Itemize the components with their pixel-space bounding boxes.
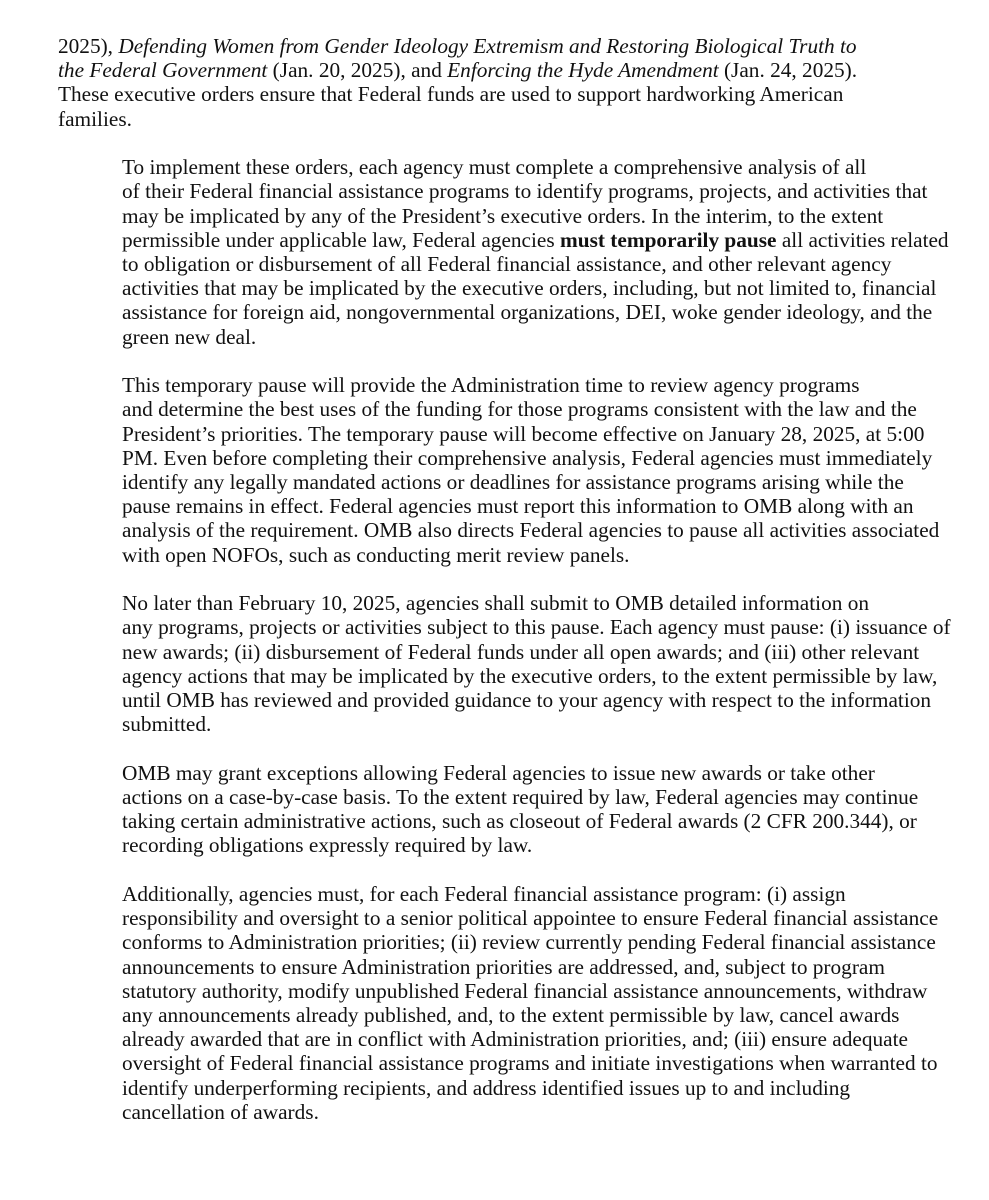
text-line (58, 761, 918, 785)
text-run: green new deal. (122, 324, 257, 349)
text-run: assistance for foreign aid, nongovernmental organizations, DEI, woke gender ideology, and the (122, 300, 933, 325)
text-line (58, 1027, 918, 1051)
italic-text: Enforcing the Hyde Amendment (447, 58, 719, 83)
text-run: pause remains in effect. Federal agencies must report this information to OMB along with an (122, 494, 914, 519)
text-line (58, 882, 918, 906)
paragraph (58, 882, 939, 1124)
italic-text: Defending Women from Gender Ideology Extremism and Restoring Biological Truth to (118, 34, 857, 58)
bold-text: must temporarily pause (560, 227, 777, 252)
text-run: already awarded that are in conflict with Administration priorities, and; (iii) ensure adequate (122, 1027, 908, 1052)
text-line (58, 252, 918, 276)
text-run: new awards; (ii) disbursement of Federal funds under all open awards; and (iii) other relevant (122, 639, 920, 664)
text-run: (Jan. 24, 2025). (718, 58, 858, 83)
text-run: statutory authority, modify unpublished Federal financial assistance announcements, withdraw (122, 978, 928, 1003)
text-line (58, 470, 918, 494)
text-run: all activities related (776, 227, 949, 252)
paragraph (58, 34, 918, 131)
paragraph (58, 155, 949, 349)
text-line (58, 445, 933, 470)
text-line (58, 543, 918, 567)
text-run: may be implicated by any of the President’s executive orders. In the interim, to the extent (122, 203, 884, 228)
text-line (58, 82, 918, 106)
text-run: and determine the best uses of the funding for those programs consistent with the law and the (122, 397, 917, 422)
text-run: OMB may grant exceptions allowing Federal agencies to issue new awards or take other (122, 760, 875, 785)
paragraph (58, 373, 940, 567)
text-line (58, 615, 951, 640)
text-run: responsibility and oversight to a senior political appointee to ensure Federal financial assistance (122, 906, 939, 931)
text-run: activities that may be implicated by the executive orders, including, but not limited to, financial (122, 276, 937, 301)
text-run: To implement these orders, each agency must complete a comprehensive analysis of all (122, 155, 867, 180)
text-line (58, 421, 925, 446)
text-line (58, 373, 918, 397)
text-run: conforms to Administration priorities; (ii) review currently pending Federal financial assistance (122, 930, 936, 955)
paragraph (58, 591, 951, 737)
document-page (58, 34, 951, 1148)
text-line (58, 591, 918, 615)
text-line (58, 809, 918, 833)
text-run: President’s priorities. The temporary pause will become effective on January 28, 2025, at 5:00 (122, 421, 925, 446)
text-run: submitted. (122, 712, 212, 737)
text-line (58, 833, 918, 857)
text-line (58, 227, 949, 252)
text-run: This temporary pause will provide the Administration time to review agency programs (122, 373, 860, 398)
text-line (58, 930, 936, 955)
text-line (58, 955, 918, 979)
text-run: analysis of the requirement. OMB also directs Federal agencies to pause all activities associated (122, 518, 940, 543)
text-line (58, 712, 918, 736)
text-line (58, 1100, 918, 1124)
text-line (58, 1003, 918, 1027)
text-line (58, 518, 940, 543)
text-line (58, 179, 928, 204)
text-run: These executive orders ensure that Federal funds are used to support hardworking American (58, 82, 844, 107)
text-run: Additionally, agencies must, for each Federal financial assistance program: (i) assign (122, 882, 846, 907)
text-line (58, 276, 937, 301)
text-run: 2025), (58, 34, 119, 58)
text-run: of their Federal financial assistance programs to identify programs, projects, and activities that (122, 179, 928, 204)
text-line (58, 397, 918, 421)
text-run: recording obligations expressly required by law. (122, 833, 533, 858)
text-run: families. (58, 106, 132, 131)
text-run: until OMB has reviewed and provided guidance to your agency with respect to the information (122, 688, 932, 713)
text-line (58, 300, 933, 325)
text-run: permissible under applicable law, Federal agencies (122, 227, 560, 252)
text-line (58, 640, 918, 664)
italic-text: the Federal Government (58, 58, 268, 83)
text-run: identify any legally mandated actions or deadlines for assistance programs arising while the (122, 470, 904, 495)
text-line (58, 1076, 918, 1100)
text-line (58, 107, 918, 131)
text-line (58, 785, 918, 809)
paragraph (58, 761, 918, 858)
text-run: oversight of Federal financial assistance programs and initiate investigations when warranted to (122, 1051, 938, 1076)
text-line (58, 58, 918, 82)
text-line (58, 34, 918, 58)
text-run: announcements to ensure Administration priorities are addressed, and, subject to program (122, 954, 885, 979)
text-line (58, 978, 928, 1003)
text-run: to obligation or disbursement of all Federal financial assistance, and other relevant agency (122, 252, 892, 277)
text-line (58, 204, 918, 228)
text-run: No later than February 10, 2025, agencies shall submit to OMB detailed information on (122, 591, 870, 616)
text-run: any announcements already published, and, to the extent permissible by law, cancel awards (122, 1003, 900, 1028)
text-line (58, 663, 938, 688)
text-run: cancellation of awards. (122, 1099, 319, 1124)
text-run: taking certain administrative actions, such as closeout of Federal awards (2 CFR 200.344), or (122, 809, 917, 834)
text-run: (Jan. 20, 2025), and (267, 58, 448, 83)
text-line (58, 906, 939, 931)
text-run: identify underperforming recipients, and address identified issues up to and including (122, 1075, 851, 1100)
text-run: actions on a case-by-case basis. To the extent required by law, Federal agencies may continue (122, 785, 919, 810)
text-line (58, 494, 918, 518)
text-run: with open NOFOs, such as conducting merit review panels. (122, 542, 630, 567)
text-line (58, 688, 932, 713)
text-line (58, 325, 918, 349)
text-run: PM. Even before completing their comprehensive analysis, Federal agencies must immediately (122, 445, 933, 470)
text-run: agency actions that may be implicated by the executive orders, to the extent permissible by law, (122, 663, 938, 688)
text-run: any programs, projects or activities subject to this pause. Each agency must pause: (i) issuance of (122, 615, 951, 640)
text-line (58, 1051, 938, 1076)
text-line (58, 155, 918, 179)
